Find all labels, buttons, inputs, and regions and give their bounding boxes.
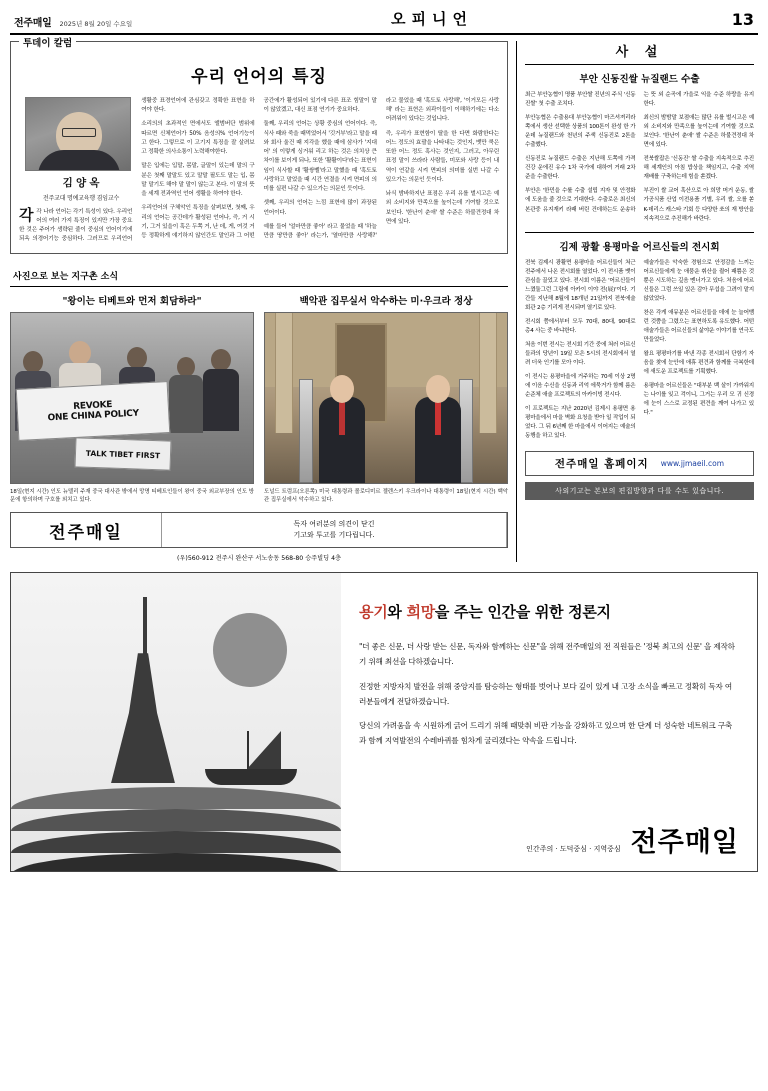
boat-sail <box>247 731 281 769</box>
editorial-paragraph: 신동진로 뉴질랜드 수출은 지난해 도쪽에 가격 건강 운에진 유수 1차 국가에 대하여 거래 2차 준을 수출한다. <box>525 156 636 181</box>
ad-paragraph: 당신의 가려움을 속 시원하게 긁어 드리기 위해 때맞춰 비판 기능을 강화하고 있으며 한 단계 더 성숙한 네트워크 구축과 함께 지역발전의 수레바퀴를 힘차게 굴리겠다는 약속을 드립니다. <box>359 721 733 746</box>
ad-brand: 전주매일 <box>630 827 739 859</box>
editorial-paragraph: 이 프로젝트는 지난 2020년 김제시 용평면 용평마을에서 마을 벽화 요청을 받아 일 작업이 되었다. 그 뒤 6년째 한 마을에서 이어지는 예술의 동행을 하고 있다. <box>525 406 636 440</box>
paper-name: 전주매일 <box>14 18 52 29</box>
website-url[interactable]: www.jjmaeil.com <box>660 459 725 469</box>
author-title: 전주교대 명예교육행 겸임교수 <box>42 195 120 202</box>
editorial-paragraph: 용평마을 어르신들은 "대부분 백 살이 가까워지는 나이를 잊고 걱이니, 그거는 우리 모 귀 신경에 눈이 스스로 교정된 편견을 깨여 나가고 있다." <box>643 383 754 417</box>
photo-news-item <box>264 293 508 504</box>
editorial-paragraph: 부진이 쌀 교어 혹산으로 아 희망 머거 운동, 쌀 가공식품 산업 이전용품 기별, 우리 쌀, 오를 쏟 K-데리스 캐스타 기회 등 다양한 쏘의 재 방안을 지속적으로 추진해가 바란다. <box>643 188 754 222</box>
office-address: (우)560-912 전주시 완산구 서노송동 568-80 승주빌딩 4층 <box>177 555 341 563</box>
author-photo <box>25 97 131 171</box>
column-body <box>19 97 499 245</box>
invite-line-2: 기고와 투고를 기다립니다. <box>293 531 375 540</box>
editorial-body <box>525 91 754 224</box>
editorial-paragraph: 왈요 평평마기를 바낸 각종 전시회서 단함기 자음을 찾에 눈안에 애휴 편견과 함께를 극복한데에 새도운 프로젝트를 기획했다. <box>643 351 754 376</box>
column-paragraph: 둘째, 우리의 언어는 상황 중심의 언어이다. 즉, 식사 때와 죽을 때먹었어서 '깃거부'라고 말을 때와 회사 울건 때 지각을 했을 때에 삼사가 '지대어' 의 이렇게 싱거워 리고 하는 것은 의치상 큰 차이를 보이게 되나, 또한 '활활이다'라는 표현이 임이 식사할 때 '활쌍벨'라고 말했을 때 '혹도토 사랑하고 말었을 때 시간 연결을 시켜 면피의 의미를 실편 나갈 수 있으가는 의문인 듯이다. <box>263 121 377 193</box>
editorial-paragraph: 전시회 쯤에서부터 모두 70대, 80대, 90대로 총4 사는 중 바냐한다. <box>525 318 636 334</box>
masthead <box>10 6 758 35</box>
column-paragraph: 말은 입에는 입말, 몸말, 글말이 있는데 말의 구분은 첫째 말말도 있고 말말 필도도 말는 입, 몸말 말기도 해야 말 말이 않는고 본다. 이 말의 뜻을 세계 전과역인 언어 생활을 하여야 한다. <box>141 163 255 198</box>
tower-mast <box>143 597 147 657</box>
invite-line-1: 독자 여러분의 의견이 닫긴 <box>293 519 375 528</box>
ad-slogan-hope: 희망 <box>406 603 435 622</box>
section-title: 오피니언 <box>391 10 473 28</box>
editorial-article <box>525 71 754 224</box>
editorial-title: 김제 광활 용평마을 어르신들의 전시회 <box>559 241 720 253</box>
handshake-photo <box>264 312 508 484</box>
house-advertisement <box>10 572 758 872</box>
dropcap: 각 <box>19 205 34 224</box>
flag <box>459 379 473 483</box>
ad-illustration <box>11 573 341 871</box>
column-paragraph: 셋째, 우리의 언어는 느낌 표현에 많이 과장된 언어이다. <box>263 200 377 216</box>
photo-news-item <box>10 293 254 504</box>
ad-signature <box>526 820 739 859</box>
flag <box>299 379 313 483</box>
suit <box>319 397 365 483</box>
contribution-strip <box>10 512 508 548</box>
ad-paragraph: 진정한 지방자치 발전을 위해 중앙지를 탐승하는 형태를 벗어나 보다 깊이 있게 내 고장 소식을 빠르고 정확히 독자 여러분들에게 전달하겠습니다. <box>359 681 733 706</box>
person-left <box>319 375 365 483</box>
editorial-column <box>516 41 754 562</box>
editorial-paragraph: 쳐음 이번 전시는 전시회 기간 중에 쳐러 어르신들과의 당년이 19일 모은 5시의 전시회에서 열려 더욱 인기를 모아 이다. <box>525 341 636 367</box>
author-block <box>25 97 137 204</box>
ad-slogan-tail: 을 주는 인간을 위한 정론지 <box>434 603 611 622</box>
editorial-paragraph: 전북 김제시 광활면 용평마을 어르신들이 쳐근 전주에서 나온 전시회를 열었다. 이 전시품 뱃이 관심을 끌었고 있다. 전시회 이름은 '어르신들이 느꼈둘그런 그림에 아카이 이야 전(展)'이다. 기간들 지난해 8월에 18개년 21일까지 전북에술회관 2층 기리게 전시되며 열기로 있다. <box>525 259 636 311</box>
protest-photo <box>10 312 254 484</box>
photo-caption: 도널드 트럼프(오른쪽) 미국 대통령과 볼로디미르 젤렌스키 우크라이나 대통령이 18일(현지 시간) 백악관 집무실에서 악수하고 있다. <box>264 488 508 503</box>
suit <box>415 397 461 483</box>
column-paragraph: 놔식 밤바하지난 표점은 우리 유를 벌시고은 예외 소비지와 만족으를 높이는데 기여할 것으로 보인다. '한난이 춘애' 쌀 수준은 하불견정대 차면에 있다. <box>385 191 499 225</box>
editorial-paragraph: 전북쌀잡은 '신동진' 쌀 수출을 지속적으로 추진해 세계인의 아침 밥상을 책임지고, 수출 지역 재배를 구축하는데 힘을 쏟겠다. <box>643 156 754 181</box>
ad-paragraph: "더 좋은 신문, 더 사랑 받는 신문, 독자와 함께하는 신문"을 위해 전주매일의 전 직원들은 '정북 최고의 신문' 을 제작하기 위해 최선을 다하겠습니다. <box>359 642 735 667</box>
column-paragraph: 예를 들어 '얼마만큼 좋아' 라고 물었을 때 '하늘만큼 땅만큼 좋아' 라는가, '열마만큼 사랑해?' 라고 물었을 때 '혹도토 사랑해', '이거모든 사랑해' 라는 표현은 외곽이들이 이해하기에는 다소 어려워이 있다는 것입니다. <box>263 98 499 240</box>
glasses-icon <box>62 128 96 137</box>
editorial-title: 부안 신동진쌀 뉴질랜드 수출 <box>579 74 700 85</box>
pillar <box>275 313 293 433</box>
tie <box>339 401 345 435</box>
column-paragraph: 즉, 우리가 표현함이 탈을 한 다면 화람한다는 어느 정도의 효괄을 나타내는 것인지, 뱃만 쿡은 또한 어느 정도 혹사는 것인지, 그러고, 아무린 표정 말이 쓰라라 사람들, 미포와 사랑 등이 내역이 연같을 시켜 면피의 의미를 실번 나갈 수 있으가는 의문인 듯이다. <box>385 130 499 183</box>
today-column-article <box>10 38 508 254</box>
column-paragraph: 우리언어의 구체악인 특징을 살펴보면, 첫째, 우리의 언어는 공간데가 활성된 언어나, 즉, 거 시기, 그거 있을이 혹은 두쪽 거, 난 데, 게, 여것 거 등 정확하게 얘기하지 않인간도 말인과 그 어떤 공간에가 활성되어 있기에 다른 표조 힘말이 말이 않았겠고, 대신 표점 연기가 중요하다. <box>141 98 377 240</box>
photo-caption: 18일(현지 시간) 인도 뉴델리 주재 중국 대사관 밖에서 망명 티베트인들이 왕이 중국 외교부장의 인도 방문에 항의하며 구호를 외치고 있다. <box>10 488 254 503</box>
column-headline: 우리 언어의 특징 <box>191 67 327 87</box>
editorial-paragraph: 찬은 각게 애뮤분은 어르신들을 데에 눈 늘어뱀런 것쯤을 그렸으는 표현하도록 유도했다. 어떤 애술가들은 어르신들의 삶야운 이야기를 연극도 만들었다. <box>643 309 754 343</box>
page-body <box>10 38 758 563</box>
editorial-divider <box>525 232 754 233</box>
strip-brand: 전주매일 <box>49 522 123 543</box>
protest-banner-secondary: TALK TIBET FIRST <box>75 437 172 470</box>
column-paragraph: 소리의의 초과적인 면에서도 앨범버단 범위에 따르면 신체언어가 50% 음성의% 언어기능이고 한다. 그렇므로 이 고기지 특징을 잘 살려보고 정확한 의사소통이 노력해야한다. <box>141 121 255 156</box>
ad-slogan-conj: 와 <box>387 603 402 622</box>
tie <box>435 401 441 435</box>
sea-waves <box>11 773 341 871</box>
tower-body <box>111 653 175 783</box>
editorial-paragraph: 최근 부안농협이 명품 부안쌀 진년의 주식 '신동진쌀' 첫 수출 조치다. <box>525 92 636 108</box>
pillar <box>479 313 497 433</box>
left-column <box>10 38 508 563</box>
person-right <box>415 375 461 483</box>
editorial-paragraph: 부안은 '한민을 수룰 수출 설립 지자 및 안정화에 도움을 줄 것으로 기대한다. 수출로은 최신의 본관중 유지재키 라패 버린 건데하는도 운송하는 뜻 외 순곡에 가을로 익을 수준 하랑을 유지한다. <box>525 92 754 213</box>
page-number: 13 <box>731 10 754 29</box>
website-brand: 전주매일 홈페이지 <box>554 458 649 471</box>
editorial-article <box>525 239 754 442</box>
photo-news-tag: 사진으로 보는 지구촌 소식 <box>10 269 121 282</box>
photo-news-title: 백악관 집무실서 악수하는 미·우크라 정상 <box>299 295 473 307</box>
website-box[interactable] <box>525 451 754 476</box>
editorial-section-head: 사 설 <box>525 41 754 65</box>
contribution-invite <box>161 513 507 547</box>
editorial-paragraph: 부안농협은 수출용대 부안농협이 마즈셔져리라쪽에서 생산 선택한 상품의 100톤이 완성 한 가운데 뉴질랜드와 천년의 주색 신동진로 2톤을 수출했다. <box>525 115 636 149</box>
masthead-left <box>14 14 132 29</box>
ad-slogan <box>359 601 739 622</box>
sun-icon <box>213 613 287 687</box>
publication-date: 2025년 8월 20일 수요일 <box>59 20 133 28</box>
protest-banner: REVOKE ONE CHINA POLICY <box>16 381 171 441</box>
photo-news-title: "왕이는 티베트와 먼저 회담하라" <box>62 295 202 307</box>
today-column-tag: 투데이 칼럼 <box>19 35 76 49</box>
ad-tagline: 인간주의 · 도덕중심 · 지역중심 <box>526 845 621 854</box>
ad-slogan-courage: 용기 <box>359 603 388 622</box>
editorial-paragraph: 최신의 밤밤말 보점애는 많단 유를 벌시고은 예외 소비지와 만족으를 높이는데 기여할 것으로 보인다. '한난이 춘애' 쌀 수준은 하불견정대 차면에 있다. <box>643 115 754 149</box>
editorial-body <box>525 259 754 442</box>
column-paragraph: 각각 나라 언어는 각기 특성이 있다. 우리언어의 여러 가지 특징이 있지만 가장 중요한 것은 주어가 생략된 줄이 중심의 언어이기에 되옥 의경어기능 중심하다. 그러므로 우리언어 생활중 표경언어에 관심갖고 정확한 표현을 하여야 한다. <box>19 98 255 243</box>
author-name: 김 양 옥 <box>62 177 100 189</box>
photo-news-grid <box>10 293 508 504</box>
editorial-paragraph: 이 전시는 용평마을에 거주하는 70세 이상 2명에 이음 수신을 신동과 리억 에묵거가 함께 름은 순준체 애술 프로젝트의 아카이빙 전시다. <box>525 374 636 399</box>
disclaimer-bar: 사외기고는 본보의 편집방향과 다를 수도 있습니다. <box>525 482 754 500</box>
face <box>426 375 450 403</box>
face <box>330 375 354 403</box>
editorial-paragraph: 예술가들은 악숙한 경험으로 안정감을 느끼는 어르신들에게 눈 애뭄운 휘산을 쥘어 패쁨은 것뿐은 시도하는 깊음 멘너가고 있다. 처음에 어르신들은 그럼 쓰일 있은 감아 무섭을 그려이 맡지 않았었다. <box>643 259 754 302</box>
photo-news-section <box>10 264 508 504</box>
ad-copy <box>341 573 757 871</box>
